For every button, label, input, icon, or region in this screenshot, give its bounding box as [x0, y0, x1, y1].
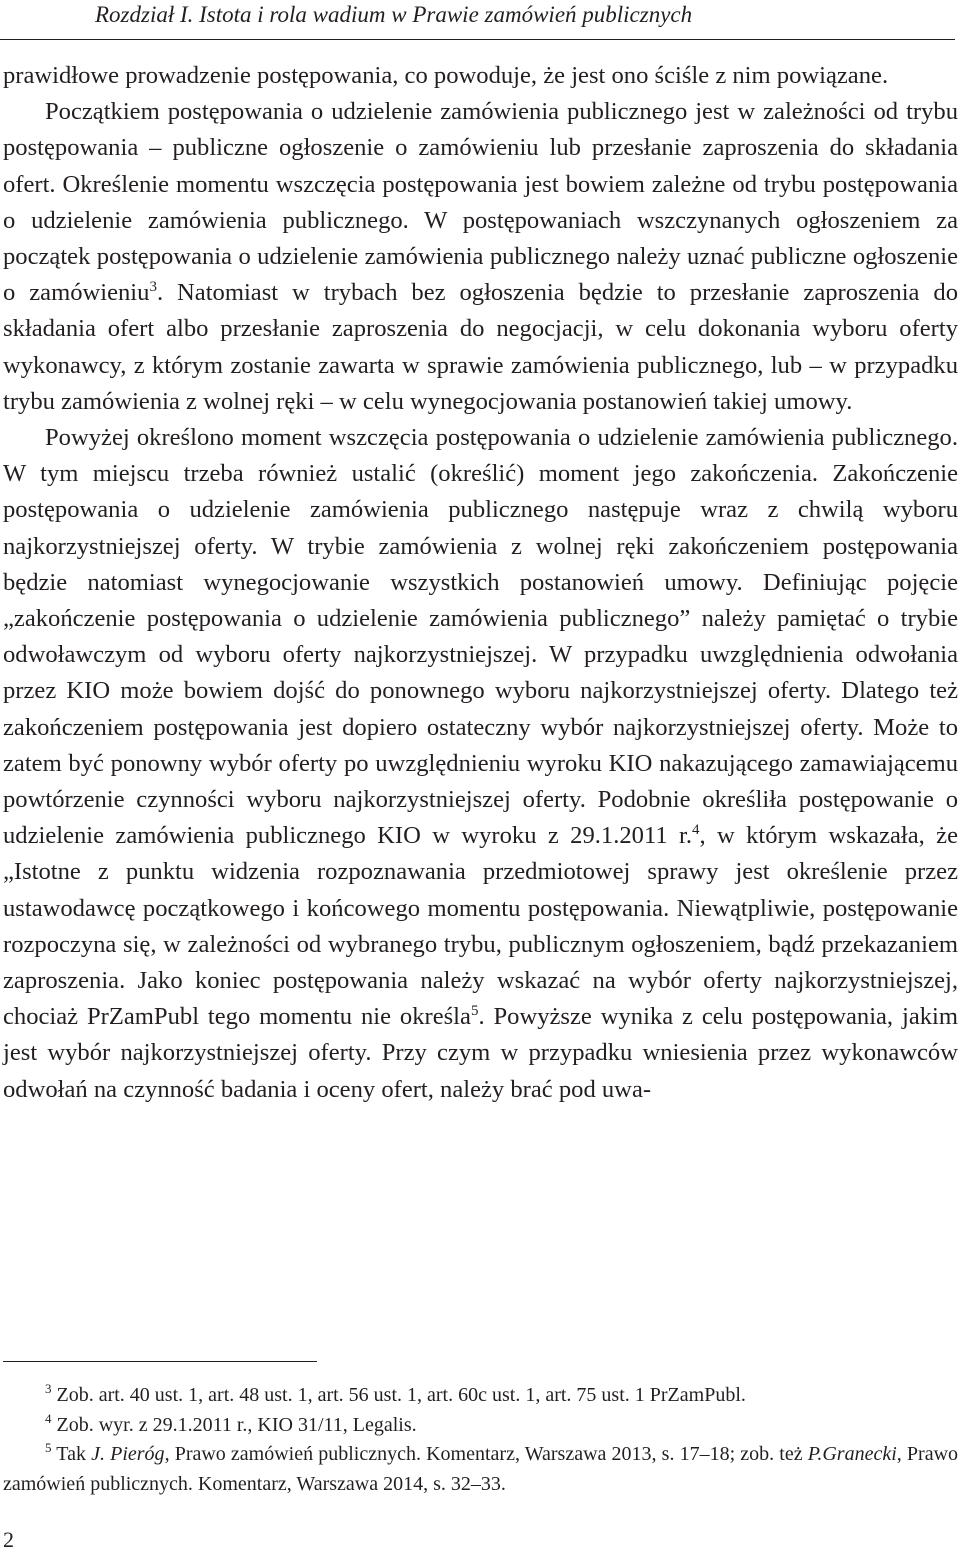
footnote-ref-3[interactable]: 3	[149, 279, 157, 296]
footnote-number: 4	[45, 1410, 52, 1426]
footnote-number: 3	[45, 1381, 52, 1396]
paragraph-3-text-a: Powyżej określono moment wszczęcia postępowania o udzielenie zamówienia publicznego. W tym miejscu trzeba również ustalić (określić) moment jego zakończenia. Zakończenie postępowania o udzielenie zamówienia publicznego następuje wraz z chwilą wyboru najkorzystniejszej oferty. W trybie zamówienia z wolnej ręki zakończeniem postępowania będzie natomiast wynegocjowanie wszystkich postanowień umowy. Definiując pojęcie „zakończenie postępowania o udzielenie zamówienia publicznego” należy pamiętać o trybie odwoławczym od wyboru oferty najkorzystniejszej. W przypadku uwzględnienia odwołania przez KIO może bowiem dojść do ponownego wyboru najkorzystniejszej oferty. Dlatego też zakończeniem postępowania jest dopiero ostateczny wybór najkorzystniejszej oferty. Może to zatem być ponowny wybór oferty po uwzględnieniu wyroku KIO nakazującego zamawiającemu powtórzenie czynności wyboru najkorzystniejszej oferty. Podobnie określiła postępowanie o udzielenie zamówienia publicznego KIO w wyroku z 29.1.2011 r.	[3, 424, 958, 850]
paragraph-1	[3, 58, 958, 94]
paragraph-3-text-c: . Powyższe wynika z celu postępowania, jakim jest wybór najkorzystniejszej oferty. Przy czym w przypadku wniesienia przez wykonawców odwołań na czynność badania i oceny ofert, należy brać pod uwa-	[3, 1003, 958, 1103]
paragraph-1-text: prawidłowe prowadzenie postępowania, co powoduje, że jest ono ściśle z nim powiązane.	[3, 62, 889, 89]
paragraph-2	[3, 94, 958, 420]
footnote-ref-4[interactable]: 4	[691, 822, 700, 839]
footnote-text: , Prawo zamówień publicznych. Komentarz, Warszawa 2013, s. 17–18; zob. też	[164, 1443, 808, 1465]
chapter-title: Rozdział I. Istota i rola wadium w Prawie zamówień publicznych	[95, 2, 693, 27]
author-name: P.Granecki	[807, 1443, 897, 1465]
footnote-number: 5	[45, 1440, 52, 1455]
main-text	[3, 58, 958, 1108]
paragraph-3-text-b: , w którym wskazała, że „Istotne z punktu widzenia rozpoznawania przedmiotowej sprawy jest określenie przez ustawodawcę początkowego i końcowego momentu postępowania. Niewątpliwie, postępowanie rozpoczyna się, w zależności od wybranego trybu, publicznym ogłoszeniem, bądź przekazaniem zaproszenia. Jako koniec postępowania należy wskazać na wybór oferty najkorzystniejszej, chociaż PrZamPubl tego momentu nie określa	[3, 822, 958, 1031]
footnote-text: Zob. art. 40 ust. 1, art. 48 ust. 1, art. 56 ust. 1, art. 60c ust. 1, art. 75 ust. 1 PrZamPubl.	[56, 1384, 746, 1406]
footnote-divider	[3, 1361, 317, 1362]
running-header	[0, 0, 960, 40]
footnotes	[3, 1381, 958, 1499]
footnote-ref-5[interactable]: 5	[470, 1003, 479, 1020]
footnote-text: Tak	[56, 1443, 92, 1465]
header-divider	[0, 39, 955, 40]
footnote-text: , Prawo zamówień publicznych. Komentarz, Warszawa 2014, s. 32–33.	[3, 1443, 959, 1495]
footnote-3	[3, 1381, 958, 1411]
paragraph-3	[3, 420, 958, 1108]
footnote-text: Zob. wyr. z 29.1.2011 r., KIO 31/11, Legalis.	[56, 1413, 417, 1436]
footnote-4	[3, 1411, 958, 1441]
page-number: 2	[3, 1527, 14, 1552]
paragraph-2-text-a: Początkiem postępowania o udzielenie zamówienia publicznego jest w zależności od trybu postępowania – publiczne ogłoszenie o zamówieniu lub przesłanie zaproszenia do składania ofert. Określenie momentu wszczęcia postępowania jest bowiem zależne od trybu postępowania o udzielenie zamówienia publicznego. W postępowaniach wszczynanych ogłoszeniem za początek postępowania o udzielenie zamówienia publicznego należy uznać publiczne ogłoszenie o zamówieniu	[3, 98, 958, 307]
footnote-5	[3, 1440, 958, 1499]
paragraph-2-text-b: . Natomiast w trybach bez ogłoszenia będzie to przesłanie zaproszenia do składania ofert albo przesłanie zaproszenia do negocjacji, w celu dokonania wyboru oferty wykonawcy, z którym zostanie zawarta w sprawie zamówienia publicznego, lub – w przypadku trybu zamówienia z wolnej ręki – w celu wynegocjowania postanowień takiej umowy.	[3, 279, 958, 415]
author-name: J. Pieróg	[91, 1443, 165, 1465]
